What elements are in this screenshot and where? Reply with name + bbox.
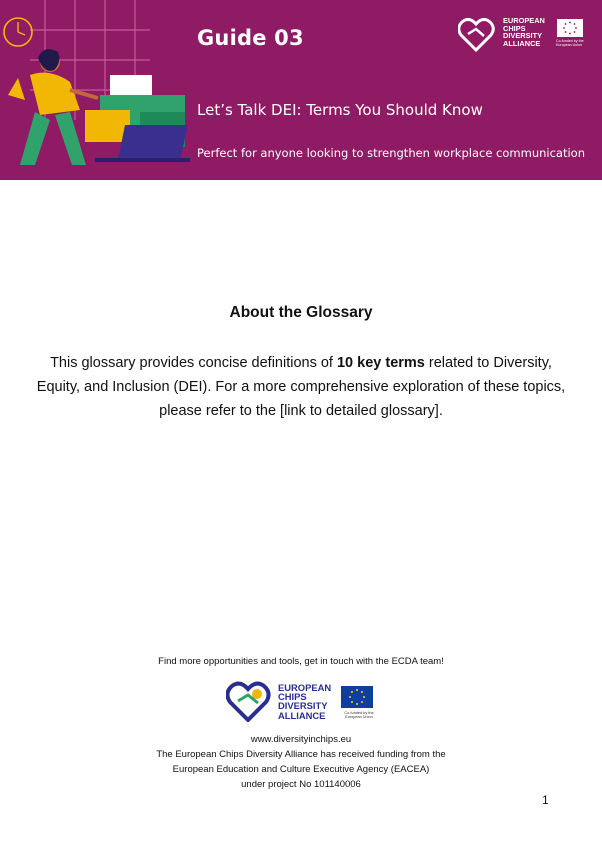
eu-cofunded-caption: Co-funded by the European Union bbox=[556, 39, 584, 47]
footer-info bbox=[0, 732, 602, 792]
eu-footer-flag-icon bbox=[341, 686, 373, 708]
footer-cta: Find more opportunities and tools, get in touch with the ECDA team! bbox=[158, 656, 444, 667]
guide-tagline: Perfect for anyone looking to strengthen workplace communication bbox=[197, 146, 585, 160]
ecda-footer-brand-text: EUROPEAN CHIPS DIVERSITY ALLIANCE bbox=[278, 682, 332, 721]
website-link[interactable]: www.diversityinchips.eu bbox=[250, 734, 352, 745]
paragraph-start: This glossary provides concise definitions of bbox=[50, 355, 337, 371]
ecda-brand-text: EUROPEAN CHIPS DIVERSITY ALLIANCE bbox=[503, 16, 545, 48]
glossary-description bbox=[30, 351, 572, 423]
page-number: 1 bbox=[542, 793, 549, 807]
guide-subtitle: Let’s Talk DEI: Terms You Should Know bbox=[197, 101, 483, 119]
eu-footer-caption: Co-funded by the European Union bbox=[344, 711, 374, 719]
eu-flag-icon bbox=[557, 19, 583, 37]
woman-with-laptop-illustration bbox=[0, 0, 195, 180]
header-banner bbox=[0, 0, 602, 180]
section-title: About the Glossary bbox=[229, 304, 373, 321]
key-terms-emphasis: 10 key terms bbox=[336, 355, 425, 371]
funding-line-1: The European Chips Diversity Alliance has received funding from the bbox=[156, 749, 446, 760]
funding-line-2: European Education and Culture Executive Agency (EACEA) bbox=[172, 764, 430, 775]
funding-line-3: under project No 101140006 bbox=[241, 779, 361, 790]
paragraph-end: related to Diversity, Equity, and Inclusion (DEI). For a more comprehensive exploration of these topics, please refer to the [link to detailed glossary]. bbox=[36, 355, 566, 419]
guide-label: Guide 03 bbox=[197, 26, 304, 50]
